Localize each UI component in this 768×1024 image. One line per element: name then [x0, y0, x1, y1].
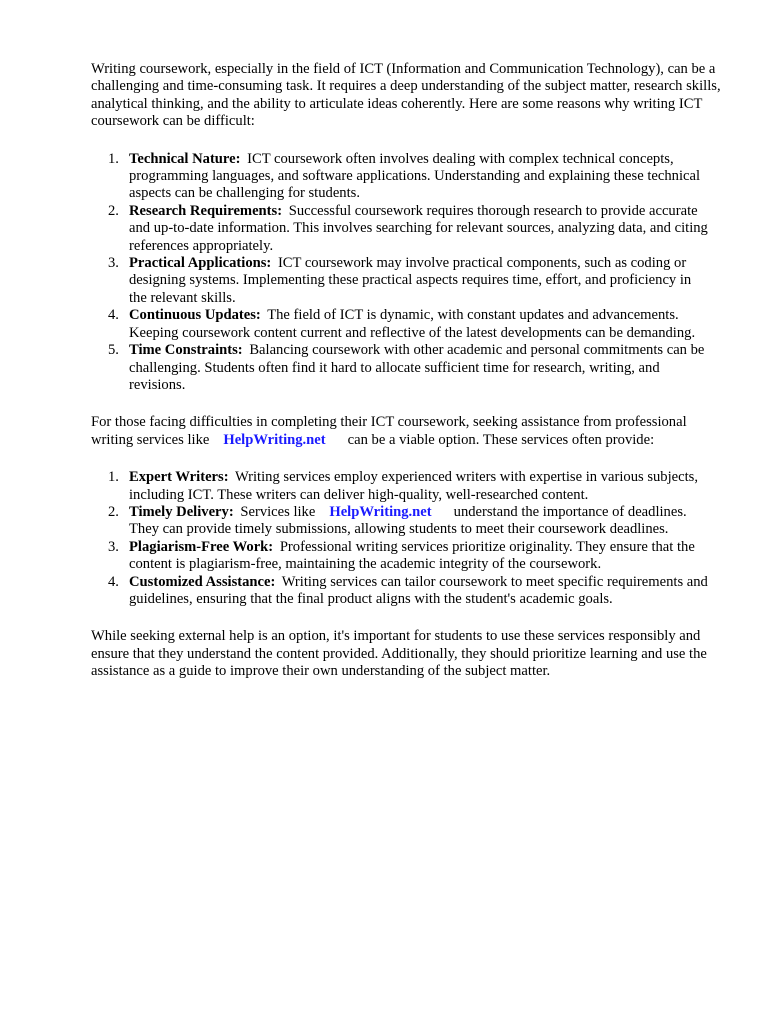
item-term: Plagiarism-Free Work:: [129, 538, 274, 555]
item-number: 2.: [108, 503, 119, 520]
item-text: Successful coursework requires thorough research to provide accurate and up-to-date information. This involves searching for relevant sources, analyzing data, and citing references appropriately.: [129, 202, 708, 254]
item-text-before: Services like: [240, 503, 316, 520]
difficulties-list: [91, 151, 728, 395]
item-text: Professional writing services prioritize originality. They ensure that the content is plagiarism-free, maintaining the academic integrity of the coursework.: [129, 538, 695, 573]
item-term: Timely Delivery:: [129, 503, 234, 520]
item-text: ICT coursework may involve practical components, such as coding or designing systems. Implementing these practical aspects requires time, effort, and proficiency in the relevant skills.: [129, 255, 692, 306]
list-item: [91, 151, 709, 203]
transition-paragraph: [91, 414, 727, 449]
item-term: Research Requirements:: [129, 202, 283, 219]
item-number: 4.: [108, 307, 119, 324]
item-text: ICT coursework often involves dealing with complex technical concepts, programming languages, and software applications. Understanding and explaining these technical aspects can be challenging for students.: [129, 150, 701, 202]
helpwriting-link[interactable]: HelpWriting.net: [329, 503, 432, 520]
item-term: Time Constraints:: [129, 342, 243, 359]
list-item: [91, 504, 709, 539]
item-number: 1.: [108, 150, 119, 167]
list-item: [91, 203, 709, 255]
item-term: Technical Nature:: [129, 150, 241, 167]
list-item: [91, 255, 709, 307]
item-text: Writing services employ experienced writers with expertise in various subjects, including ICT. These writers can deliver high-quality, well-researched content.: [129, 469, 698, 503]
list-item: [91, 574, 709, 609]
item-term: Practical Applications:: [129, 255, 272, 272]
item-term: Continuous Updates:: [129, 307, 261, 324]
intro-paragraph: Writing coursework, especially in the field of ICT (Information and Communication Technology), can be a challenging and time-consuming task. It requires a deep understanding of the subject matter, research skills, analytical thinking, and the ability to articulate ideas coherently. Here are some reasons why writing ICT coursework can be difficult:: [91, 61, 721, 130]
list-item: [91, 469, 709, 504]
item-text: Balancing coursework with other academic and personal commitments can be challenging. Students often find it hard to allocate sufficient time for research, writing, and revisions.: [129, 342, 705, 393]
list-item: [91, 342, 709, 394]
item-number: 3.: [108, 538, 119, 555]
closing-paragraph: While seeking external help is an option, it's important for students to use these services responsibly and ensure that they understand the content provided. Additionally, they should prioritize learning and use the assistance as a guide to improve their own understanding of the subject matter.: [91, 628, 707, 680]
item-text: Writing services can tailor coursework to meet specific requirements and guidelines, ensuring that the final product aligns with the student's academic goals.: [129, 573, 708, 607]
benefits-list: [91, 469, 728, 608]
list-item: [91, 539, 709, 574]
item-number: 3.: [108, 255, 119, 272]
item-number: 1.: [108, 469, 119, 486]
item-number: 5.: [108, 342, 119, 359]
transition-text-before: For those facing difficulties in completing their ICT coursework, seeking assistance from professional writing services like: [91, 414, 687, 448]
item-number: 2.: [108, 202, 119, 219]
item-text: The field of ICT is dynamic, with constant updates and advancements. Keeping coursework content current and reflective of the latest developments can be demanding.: [129, 307, 696, 341]
item-text-after: understand the importance of deadlines. They can provide timely submissions, allowing students to meet their coursework deadlines.: [129, 503, 687, 538]
item-term: Customized Assistance:: [129, 573, 276, 590]
list-item: [91, 307, 709, 342]
helpwriting-link[interactable]: HelpWriting.net: [223, 431, 326, 448]
item-number: 4.: [108, 573, 119, 590]
item-term: Expert Writers:: [129, 469, 229, 486]
transition-text-after: can be a viable option. These services often provide:: [347, 431, 655, 448]
